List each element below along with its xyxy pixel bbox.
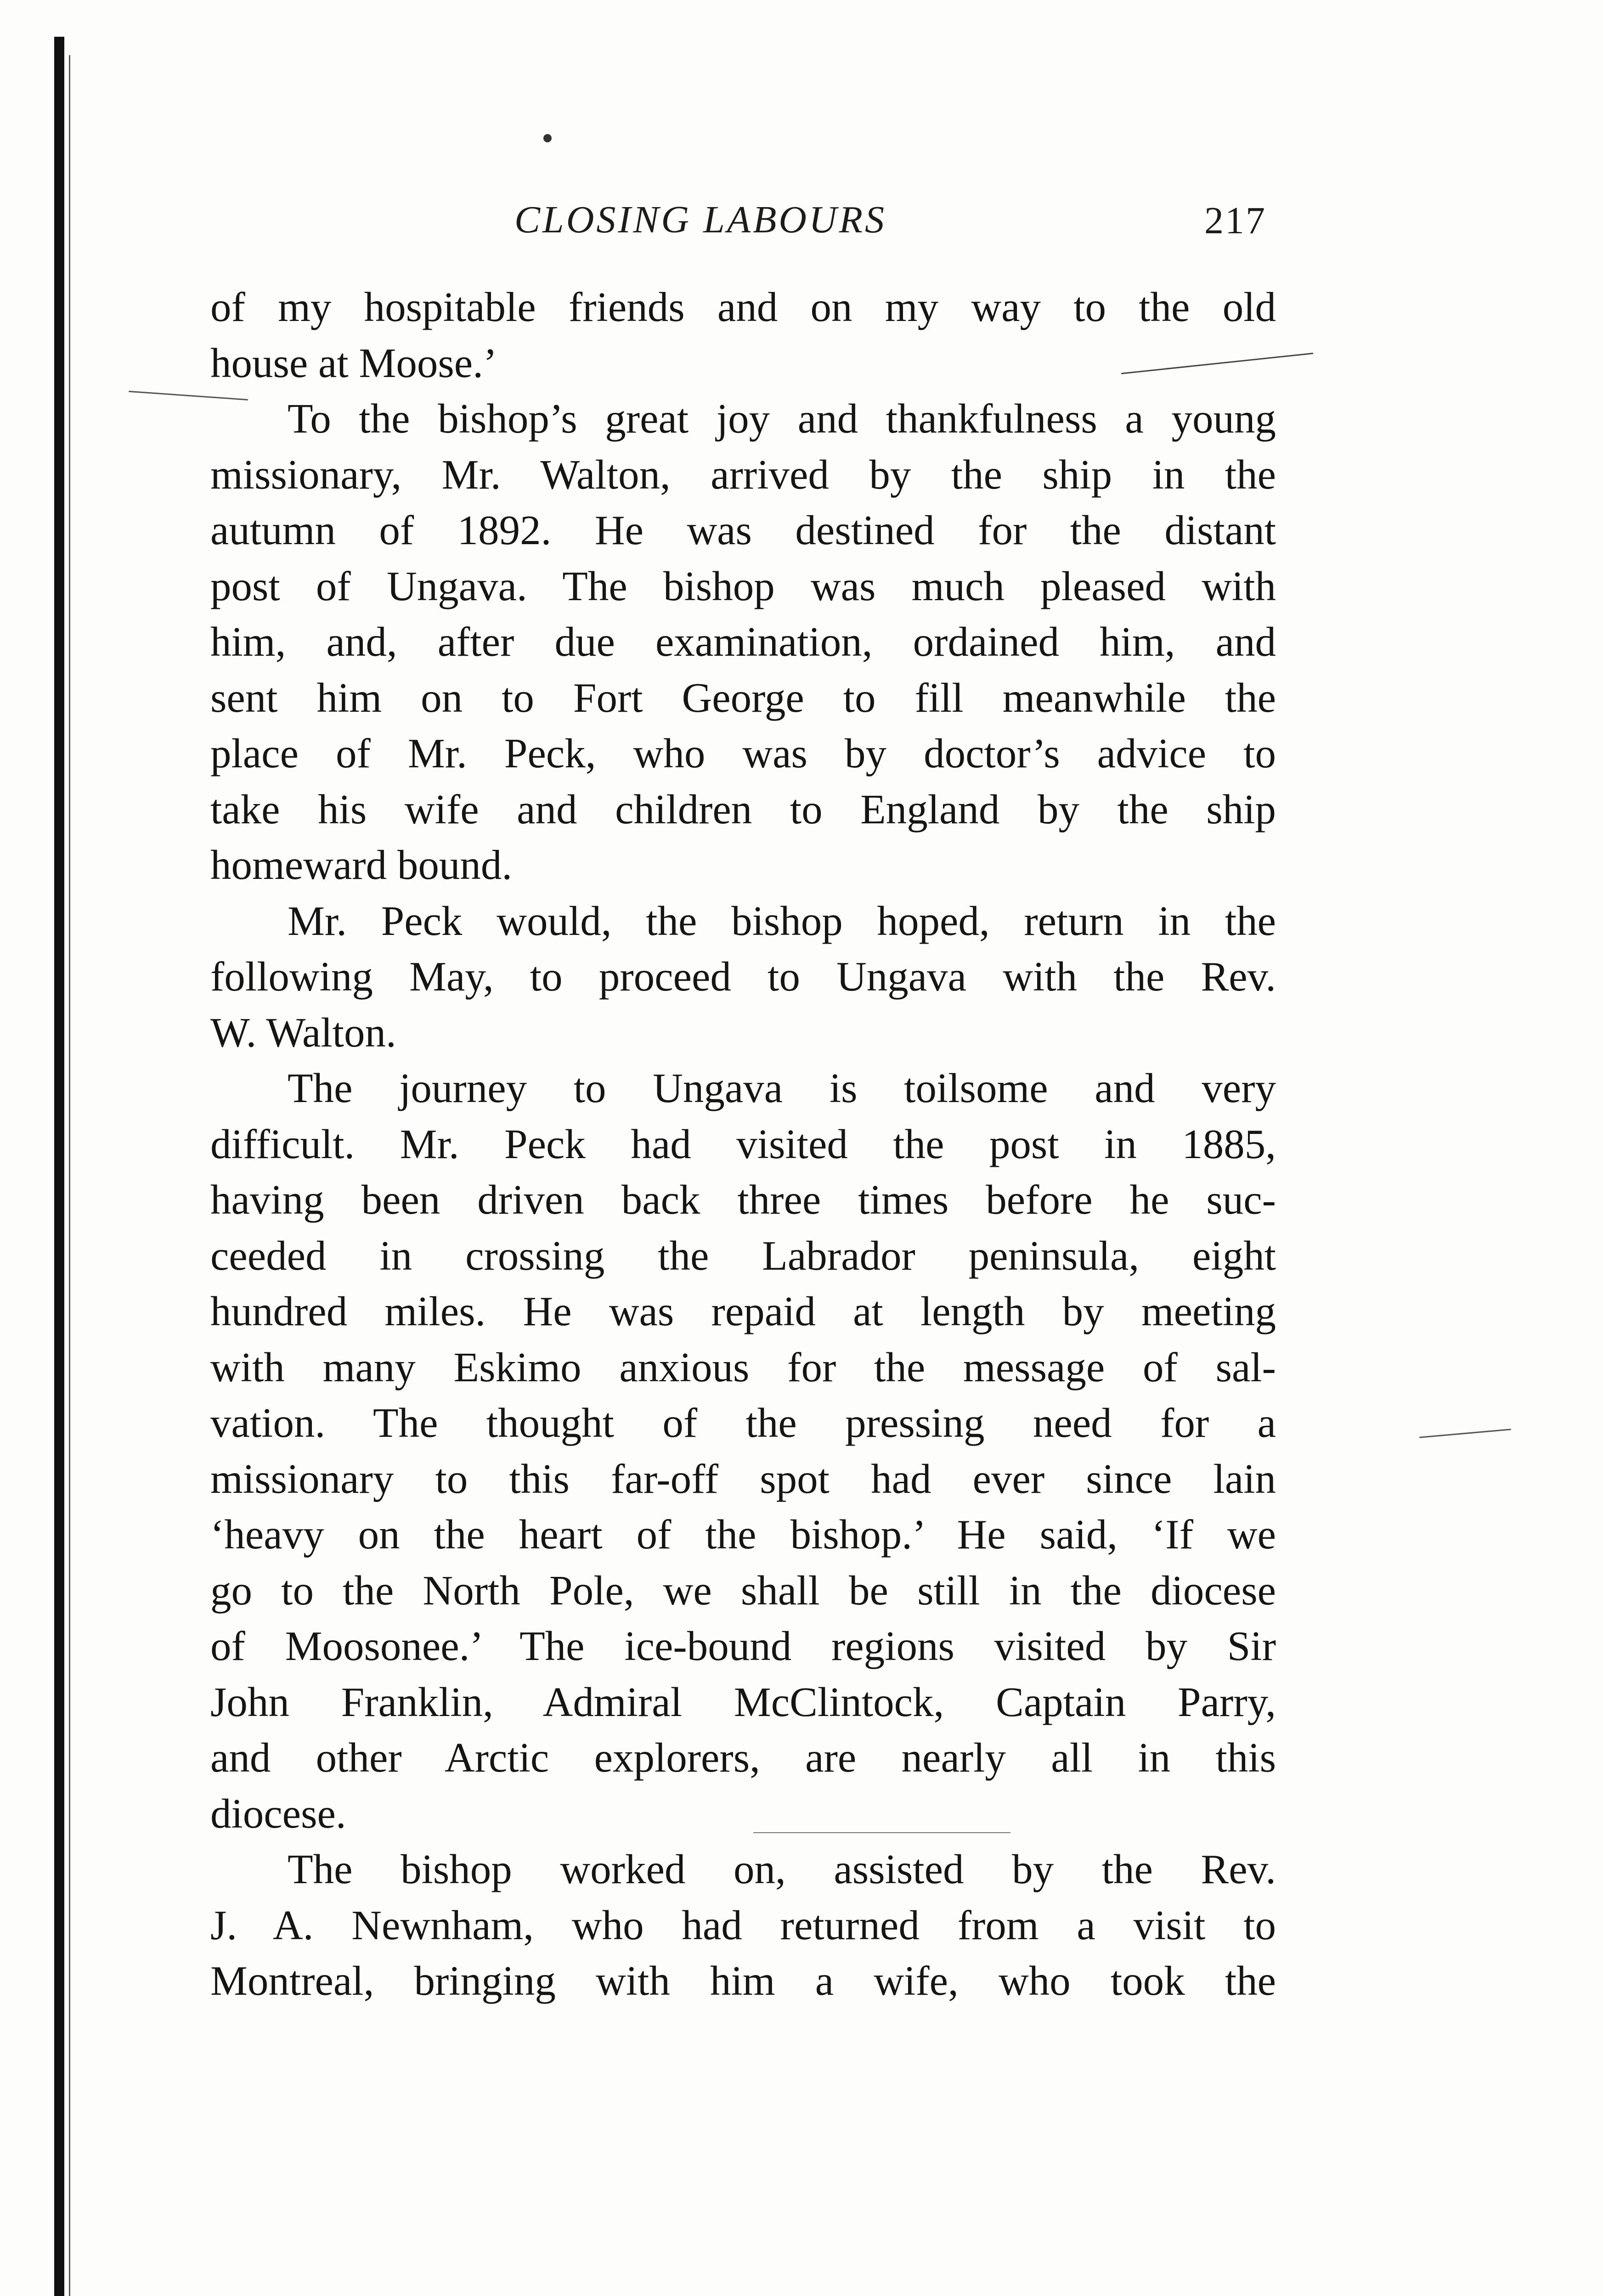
text-line: and other Arctic explorers, are nearly all in this bbox=[210, 1734, 1276, 1781]
pencil-mark bbox=[753, 1832, 1010, 1833]
paragraph-first-line: Mr. Peck would, the bishop hoped, return in the bbox=[288, 897, 1276, 944]
text-line: vation. The thought of the pressing need for a bbox=[210, 1400, 1276, 1446]
paragraph-first-line: The journey to Ungava is toilsome and very bbox=[288, 1065, 1276, 1111]
running-title: CLOSING LABOURS bbox=[514, 198, 887, 241]
binding-edge-shadow bbox=[69, 55, 70, 2296]
pencil-mark bbox=[1419, 1429, 1511, 1438]
ink-dot bbox=[543, 134, 552, 142]
text-line: him, and, after due examination, ordained him, and bbox=[210, 619, 1276, 665]
text-line: sent him on to Fort George to fill meanwhile the bbox=[210, 674, 1276, 721]
text-line: following May, to proceed to Ungava with the Rev. bbox=[210, 953, 1276, 1000]
text-line: take his wife and children to England by the ship bbox=[210, 786, 1276, 833]
text-line: hundred miles. He was repaid at length by meeting bbox=[210, 1288, 1276, 1334]
text-line: of Moosonee.’ The ice-bound regions visited by Sir bbox=[210, 1623, 1276, 1669]
text-line: ‘heavy on the heart of the bishop.’ He said, ‘If we bbox=[210, 1511, 1276, 1558]
text-line: homeward bound. bbox=[210, 842, 513, 888]
text-line: missionary, Mr. Walton, arrived by the ship in the bbox=[210, 451, 1276, 498]
text-line: with many Eskimo anxious for the message of sal- bbox=[210, 1344, 1276, 1390]
text-line: John Franklin, Admiral McClintock, Captain Parry, bbox=[210, 1678, 1276, 1725]
text-line: diocese. bbox=[210, 1790, 346, 1837]
text-line: Montreal, bringing with him a wife, who took the bbox=[210, 1958, 1276, 2004]
body-text bbox=[210, 279, 1276, 2009]
text-line: post of Ungava. The bishop was much pleased with bbox=[210, 563, 1276, 609]
page-number: 217 bbox=[1204, 199, 1266, 242]
text-line: W. Walton. bbox=[210, 1009, 396, 1056]
text-line: J. A. Newnham, who had returned from a visit to bbox=[210, 1902, 1276, 1948]
text-line: autumn of 1892. He was destined for the distant bbox=[210, 507, 1276, 553]
text-line: go to the North Pole, we shall be still in the diocese bbox=[210, 1567, 1276, 1614]
text-line: ceeded in crossing the Labrador peninsula, eight bbox=[210, 1232, 1276, 1279]
text-line: having been driven back three times before he suc- bbox=[210, 1176, 1276, 1223]
text-line: difficult. Mr. Peck had visited the post in 1885, bbox=[210, 1120, 1276, 1167]
paragraph-first-line: The bishop worked on, assisted by the Rev. bbox=[288, 1846, 1276, 1892]
text-line: place of Mr. Peck, who was by doctor’s advice to bbox=[210, 730, 1276, 777]
text-line: missionary to this far-off spot had ever since lain bbox=[210, 1455, 1276, 1502]
text-line: of my hospitable friends and on my way to the old bbox=[210, 284, 1276, 330]
binding-edge bbox=[54, 37, 64, 2296]
text-line: house at Moose.’ bbox=[210, 339, 497, 386]
paragraph-first-line: To the bishop’s great joy and thankfulness a young bbox=[288, 395, 1276, 442]
